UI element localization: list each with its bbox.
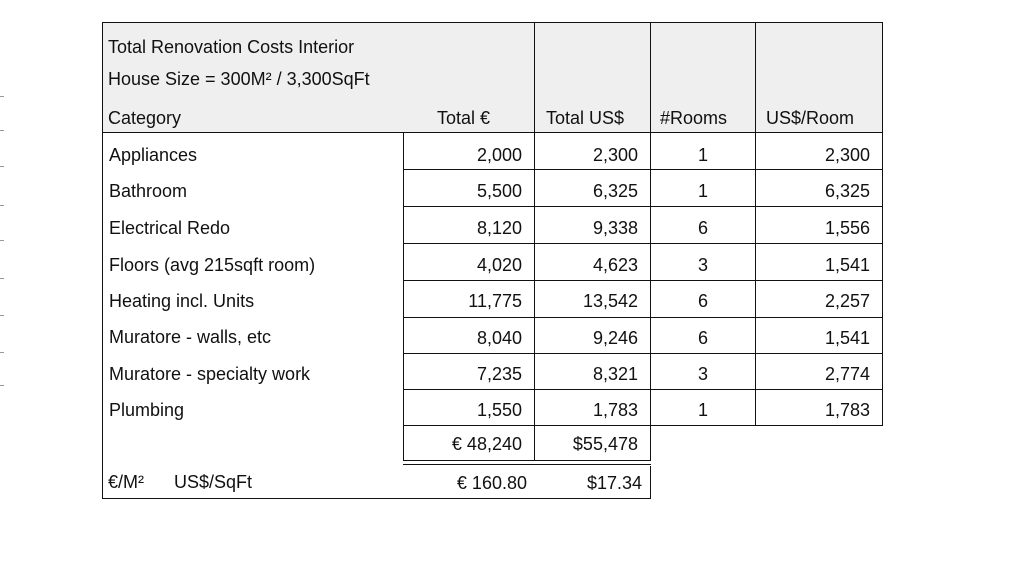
row-usd-per-room: 1,541 — [755, 317, 883, 354]
margin-tick — [0, 205, 4, 206]
row-total-eur: 11,775 — [403, 280, 535, 318]
margin-tick — [0, 130, 4, 131]
row-total-usd: 1,783 — [534, 389, 651, 426]
column-header-total-eur: Total € — [437, 108, 491, 128]
row-rooms: 6 — [650, 280, 756, 318]
row-rooms: 6 — [650, 206, 756, 244]
column-header-usd-per-room: US$/Room — [766, 108, 855, 128]
row-category: Bathroom — [109, 181, 188, 201]
row-category: Electrical Redo — [109, 218, 231, 238]
margin-tick — [0, 278, 4, 279]
row-category: Muratore - specialty work — [109, 364, 311, 384]
row-total-usd: 2,300 — [534, 132, 651, 170]
margin-tick — [0, 240, 4, 241]
row-total-eur: 1,550 — [403, 389, 535, 426]
row-total-eur: 8,040 — [403, 317, 535, 354]
header-title-cell — [102, 22, 535, 133]
row-total-usd: 13,542 — [534, 280, 651, 318]
row-total-eur: 2,000 — [403, 132, 535, 170]
column-header-total-usd: Total US$ — [546, 108, 625, 128]
margin-tick — [0, 96, 4, 97]
row-rooms: 3 — [650, 243, 756, 281]
margin-tick — [0, 385, 4, 386]
row-category: Floors (avg 215sqft room) — [109, 255, 316, 275]
per-area-label-usd: US$/SqFt — [174, 472, 253, 492]
row-usd-per-room: 2,257 — [755, 280, 883, 318]
table-title: Total Renovation Costs Interior — [108, 37, 355, 57]
row-total-usd: 6,325 — [534, 169, 651, 207]
row-total-usd: 8,321 — [534, 353, 651, 390]
row-usd-per-room: 1,541 — [755, 243, 883, 281]
row-usd-per-room: 6,325 — [755, 169, 883, 207]
total-usd-cell: $55,478 — [534, 425, 651, 461]
row-rooms: 1 — [650, 132, 756, 170]
per-area-value-eur: € 160.80 — [403, 466, 535, 499]
row-total-eur: 7,235 — [403, 353, 535, 390]
row-rooms: 1 — [650, 389, 756, 426]
column-header-category: Category — [108, 108, 182, 128]
margin-tick — [0, 352, 4, 353]
row-usd-per-room: 1,783 — [755, 389, 883, 426]
row-rooms: 3 — [650, 353, 756, 390]
margin-tick — [0, 166, 4, 167]
row-total-usd: 9,338 — [534, 206, 651, 244]
column-header-usd-per-room-cell — [755, 22, 883, 133]
row-total-usd: 9,246 — [534, 317, 651, 354]
row-usd-per-room: 2,300 — [755, 132, 883, 170]
row-total-eur: 8,120 — [403, 206, 535, 244]
per-area-label-eur: €/M² — [108, 472, 144, 492]
row-total-eur: 4,020 — [403, 243, 535, 281]
row-rooms: 1 — [650, 169, 756, 207]
total-eur-cell: € 48,240 — [403, 425, 535, 461]
margin-tick — [0, 315, 4, 316]
row-usd-per-room: 2,774 — [755, 353, 883, 390]
column-header-rooms-cell — [650, 22, 756, 133]
row-total-usd: 4,623 — [534, 243, 651, 281]
row-category: Plumbing — [109, 400, 185, 420]
row-total-eur: 5,500 — [403, 169, 535, 207]
row-usd-per-room: 1,556 — [755, 206, 883, 244]
column-header-total-usd-cell — [534, 22, 651, 133]
double-underline — [403, 464, 651, 465]
column-header-rooms: #Rooms — [660, 108, 728, 128]
house-size: House Size = 300M² / 3,300SqFt — [108, 69, 370, 89]
row-category: Muratore - walls, etc — [109, 327, 272, 347]
per-area-value-usd: $17.34 — [534, 466, 651, 499]
row-rooms: 6 — [650, 317, 756, 354]
row-category: Appliances — [109, 145, 198, 165]
row-category: Heating incl. Units — [109, 291, 255, 311]
